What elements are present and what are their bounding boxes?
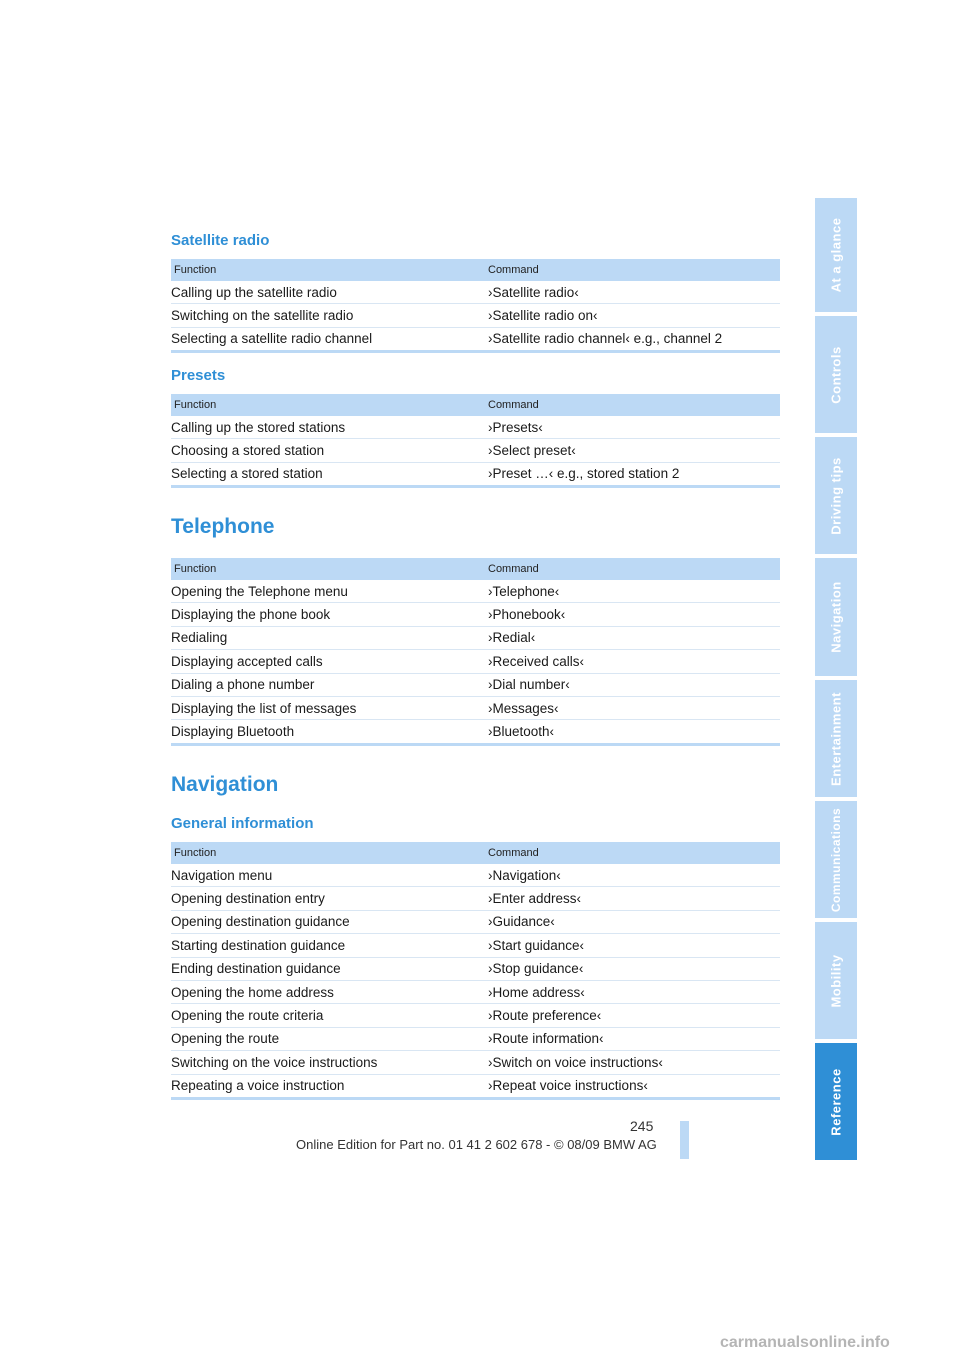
table-row	[171, 1004, 780, 1027]
command-cell: ›Route information‹	[485, 1027, 780, 1050]
command-cell: ›Stop guidance‹	[485, 957, 780, 980]
side-tab-at-a-glance[interactable]: At a glance	[815, 198, 857, 312]
table-row	[171, 720, 780, 744]
command-cell: ›Preset …‹ e.g., stored station 2	[485, 462, 780, 486]
side-tab-navigation[interactable]: Navigation	[815, 558, 857, 676]
table-row	[171, 304, 780, 327]
function-cell: Selecting a stored station	[171, 462, 485, 486]
command-cell: ›Navigation‹	[485, 864, 780, 887]
function-cell: Repeating a voice instruction	[171, 1074, 485, 1098]
function-cell: Navigation menu	[171, 864, 485, 887]
side-tab-controls[interactable]: Controls	[815, 316, 857, 433]
table-row	[171, 1027, 780, 1050]
function-cell: Starting destination guidance	[171, 934, 485, 957]
function-cell: Displaying Bluetooth	[171, 720, 485, 744]
command-cell: ›Switch on voice instructions‹	[485, 1051, 780, 1074]
table-row	[171, 416, 780, 439]
section-heading-navigation: Navigation	[171, 773, 279, 796]
function-cell: Selecting a satellite radio channel	[171, 327, 485, 351]
table-telephone	[171, 558, 780, 746]
function-cell: Opening the Telephone menu	[171, 580, 485, 603]
function-cell: Dialing a phone number	[171, 673, 485, 696]
function-cell: Displaying accepted calls	[171, 650, 485, 673]
function-cell: Opening the home address	[171, 980, 485, 1003]
column-header-function: Function	[171, 842, 485, 864]
command-cell: ›Repeat voice instructions‹	[485, 1074, 780, 1098]
column-header-command: Command	[485, 842, 780, 864]
command-cell: ›Satellite radio on‹	[485, 304, 780, 327]
table-row	[171, 650, 780, 673]
column-header-command: Command	[485, 259, 780, 281]
table-row	[171, 1051, 780, 1074]
function-cell: Opening destination entry	[171, 887, 485, 910]
table-row	[171, 864, 780, 887]
command-cell: ›Start guidance‹	[485, 934, 780, 957]
function-cell: Switching on the satellite radio	[171, 304, 485, 327]
table-row	[171, 281, 780, 304]
side-tab-communications[interactable]: Communications	[815, 801, 857, 918]
function-cell: Switching on the voice instructions	[171, 1051, 485, 1074]
table-header-row	[171, 259, 780, 281]
command-cell: ›Received calls‹	[485, 650, 780, 673]
command-cell: ›Select preset‹	[485, 439, 780, 462]
table-header-row	[171, 394, 780, 416]
table-row	[171, 957, 780, 980]
column-header-function: Function	[171, 259, 485, 281]
command-cell: ›Guidance‹	[485, 910, 780, 933]
command-cell: ›Home address‹	[485, 980, 780, 1003]
column-header-function: Function	[171, 558, 485, 580]
footer-marker-bar	[680, 1121, 689, 1159]
table-row	[171, 439, 780, 462]
function-cell: Opening the route criteria	[171, 1004, 485, 1027]
column-header-command: Command	[485, 394, 780, 416]
table-row	[171, 887, 780, 910]
watermark: carmanualsonline.info	[720, 1334, 890, 1351]
edition-note: Online Edition for Part no. 01 41 2 602 678 - © 08/09 BMW AG	[296, 1137, 657, 1152]
column-header-function: Function	[171, 394, 485, 416]
page-number: 245	[630, 1118, 654, 1134]
function-cell: Ending destination guidance	[171, 957, 485, 980]
table-row	[171, 603, 780, 626]
function-cell: Calling up the stored stations	[171, 416, 485, 439]
command-cell: ›Enter address‹	[485, 887, 780, 910]
table-presets	[171, 394, 780, 488]
function-cell: Opening the route	[171, 1027, 485, 1050]
section-heading-telephone: Telephone	[171, 515, 275, 538]
function-cell: Displaying the list of messages	[171, 696, 485, 719]
side-tab-entertainment[interactable]: Entertainment	[815, 680, 857, 797]
function-cell: Choosing a stored station	[171, 439, 485, 462]
function-cell: Calling up the satellite radio	[171, 281, 485, 304]
column-header-command: Command	[485, 558, 780, 580]
table-row	[171, 673, 780, 696]
table-navigation	[171, 842, 780, 1100]
command-cell: ›Satellite radio channel‹ e.g., channel 2	[485, 327, 780, 351]
section-heading-presets: Presets	[171, 367, 226, 384]
table-row	[171, 327, 780, 351]
table-row	[171, 1074, 780, 1098]
table-row	[171, 580, 780, 603]
table-row	[171, 980, 780, 1003]
table-satellite-radio	[171, 259, 780, 353]
side-tab-reference[interactable]: Reference	[815, 1043, 857, 1160]
table-header-row	[171, 558, 780, 580]
section-heading-satellite-radio: Satellite radio	[171, 232, 270, 249]
function-cell: Displaying the phone book	[171, 603, 485, 626]
table-row	[171, 626, 780, 649]
command-cell: ›Telephone‹	[485, 580, 780, 603]
command-cell: ›Route preference‹	[485, 1004, 780, 1027]
command-cell: ›Phonebook‹	[485, 603, 780, 626]
table-header-row	[171, 842, 780, 864]
table-row	[171, 462, 780, 486]
side-tab-driving-tips[interactable]: Driving tips	[815, 437, 857, 554]
command-cell: ›Dial number‹	[485, 673, 780, 696]
table-row	[171, 934, 780, 957]
command-cell: ›Messages‹	[485, 696, 780, 719]
command-cell: ›Bluetooth‹	[485, 720, 780, 744]
command-cell: ›Redial‹	[485, 626, 780, 649]
command-cell: ›Presets‹	[485, 416, 780, 439]
function-cell: Opening destination guidance	[171, 910, 485, 933]
function-cell: Redialing	[171, 626, 485, 649]
table-row	[171, 910, 780, 933]
side-tab-mobility[interactable]: Mobility	[815, 922, 857, 1039]
command-cell: ›Satellite radio‹	[485, 281, 780, 304]
table-row	[171, 696, 780, 719]
subheading-general-information: General information	[171, 815, 314, 832]
